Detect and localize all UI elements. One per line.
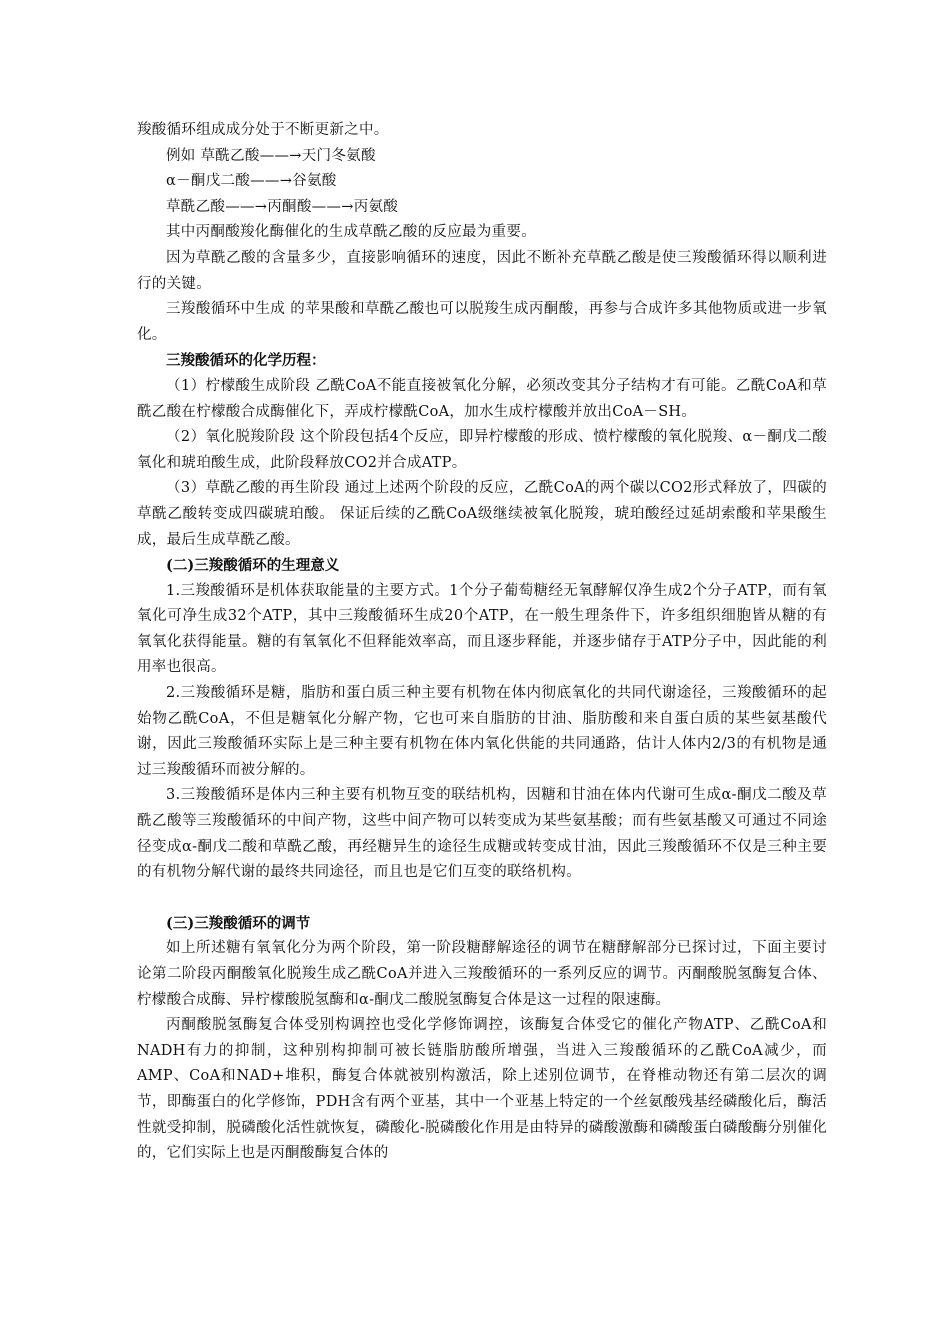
paragraph-regulation-1: 如上所述糖有氧氧化分为两个阶段，第一阶段糖酵解途径的调节在糖酵解部分已探讨过，下面主要讨论第二阶段丙酮酸氧化脱羧生成乙酰CoA并进入三羧酸循环的一系列反应的调节。丙酮酸脱氢酶复合体、柠檬酸合成酶、异柠檬酸脱氢酶和α-酮戊二酸脱氢酶复合体是这一过程的限速酶。 bbox=[137, 940, 827, 1008]
paragraph-stage-2: （2）氧化脱羧阶段 这个阶段包括4个反应，即异柠檬酸的形成、愤柠檬酸的氧化脱羧、α－酮戊二酸氧化和琥珀酸生成，此阶段释放CO2并合成ATP。 bbox=[137, 429, 827, 471]
paragraph-significance-2: 2.三羧酸循环是糖，脂肪和蛋白质三种主要有机物在体内彻底氧化的共同代谢途径，三羧酸循环的起始物乙酰CoA，不但是糖氧化分解产物，它也可来自脂肪的甘油、脂肪酸和来自蛋白质的某些氨基酸代谢，因此三羧酸循环实际上是三种主要有机物在体内氧化供能的共同通路，估计人体内2/3的有机物是通过三羧酸循环而被分解的。 bbox=[137, 685, 827, 778]
blank-line bbox=[137, 886, 827, 911]
paragraph-1: 羧酸循环组成成分处于不断更新之中。 bbox=[137, 122, 389, 138]
paragraph-2: 其中丙酮酸羧化酶催化的生成草酰乙酸的反应最为重要。 bbox=[166, 224, 536, 241]
section-heading-regulation: (三)三羧酸循环的调节 bbox=[166, 914, 311, 932]
paragraph-example-1: 例如 草酰乙酸——→天门冬氨酸 bbox=[166, 147, 376, 164]
paragraph-significance-3: 3.三羧酸循环是体内三种主要有机物互变的联结机构，因糖和甘油在体内代谢可生成α-酮戊二酸及草酰乙酸等三羧酸循环的中间产物，这些中间产物可以转变成为某些氨基酸；而有些氨基酸又可通过不同途径变成α-酮戊二酸和草酰乙酸，再经糖异生的途径生成糖或转变成甘油，因此三羧酸循环不仅是三种主要的有机物分解代谢的最终共同途径，而且也是它们互变的联络机构。 bbox=[137, 787, 827, 881]
paragraph-example-3: 草酰乙酸——→丙酮酸——→丙氨酸 bbox=[166, 198, 399, 215]
paragraph-example-2: α－酮戊二酸——→谷氨酸 bbox=[166, 173, 337, 190]
section-heading-chemical-process: 三羧酸循环的化学历程： bbox=[166, 352, 326, 370]
paragraph-4: 三羧酸循环中生成 的苹果酸和草酰乙酸也可以脱羧生成丙酮酸，再参与合成许多其他物质或进一步氧化。 bbox=[137, 301, 827, 343]
document-page bbox=[137, 118, 827, 1167]
paragraph-stage-3: （3）草酰乙酸的再生阶段 通过上述两个阶段的反应，乙酰CoA的两个碳以CO2形式释放了，四碳的草酰乙酸转变成四碳琥珀酸。 保证后续的乙酰CoA级继续被氧化脱羧，琥珀酸经过延胡索酸和苹果酸生成，最后生成草酰乙酸。 bbox=[137, 480, 827, 548]
paragraph-significance-1: 1.三羧酸循环是机体获取能量的主要方式。1个分子葡萄糖经无氧酵解仅净生成2个分子ATP，而有氧氧化可净生成32个ATP，其中三羧酸循环生成20个ATP，在一般生理条件下，许多组织细胞皆从糖的有氧氧化获得能量。糖的有氧氧化不但释能效率高，而且逐步释能，并逐步储存于ATP分子中，因此能的利用率也很高。 bbox=[137, 582, 827, 676]
paragraph-stage-1: （1）柠檬酸生成阶段 乙酰CoA不能直接被氧化分解，必须改变其分子结构才有可能。乙酰CoA和草酰乙酸在柠檬酸合成酶催化下，弄成柠檬酰CoA，加水生成柠檬酸并放出CoA－SH。 bbox=[137, 377, 827, 420]
paragraph-regulation-2: 丙酮酸脱氢酶复合体受别构调控也受化学修饰调控，该酶复合体受它的催化产物ATP、乙酰CoA和NADH有力的抑制，这种别构抑制可被长链脂肪酸所增强，当进入三羧酸循环的乙酰CoA减少，而AMP、CoA和NAD+堆积，酶复合体就被别构激活，除上述别位调节，在脊椎动物还有第二层次的调节，即酶蛋白的化学修饰，PDH含有两个亚基，其中一个亚基上特定的一个丝氨酸残基经磷酸化后，酶活性就受抑制，脱磷酸化活性就恢复，磷酸化-脱磷酸化作用是由特异的磷酸激酶和磷酸蛋白磷酸酶分别催化的，它们实际上也是丙酮酸酶复合体的 bbox=[137, 1017, 827, 1162]
paragraph-3: 因为草酰乙酸的含量多少，直接影响循环的速度，因此不断补充草酰乙酸是使三羧酸循环得以顺利进行的关键。 bbox=[137, 249, 827, 292]
section-heading-significance: (二)三羧酸循环的生理意义 bbox=[166, 557, 340, 575]
